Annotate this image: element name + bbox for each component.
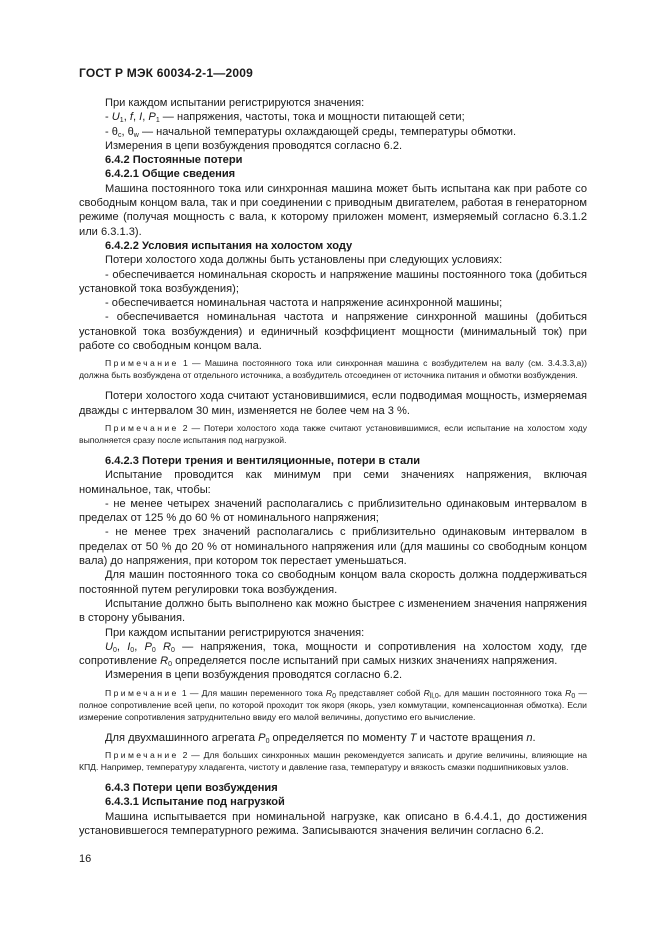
list-item: - обеспечивается номинальная скорость и напряжение машины постоянного тока (добиться установкой тока возбуждения); xyxy=(79,268,587,295)
paragraph: Машина постоянного тока или синхронная машина может быть испытана как при работе со свободным концом вала, так и при соединении с приводным двигателем, работая в генераторном режиме (получая мощность с вала, к которому приложен момент, измеряемый согласно 6.3.1.2 или 6.3.1.3). xyxy=(79,182,587,238)
paragraph: Машина испытывается при номинальной нагрузке, как описано в 6.4.4.1, до достижения установившегося температурного режима. Записываются значения величин согласно 6.2. xyxy=(79,810,587,837)
note: Примечание 1 — Для машин переменного тока $R_0$ представляет собой $R_{ll,0}$, для машин постоянного тока $R_0$ — полное сопротивление всей цепи, по которой проходит ток якоря (якорь, узел коммутации, компенсационная обмотка). Если измерение сопротивления затруднительно ввиду его малой величины, допустимо его вычисление. xyxy=(79,687,588,722)
paragraph: При каждом испытании регистрируются значения: xyxy=(105,626,365,639)
list-item: - не менее четырех значений располагались с приблизительно одинаковым интервалом в пределах от 125 % до 60 % от номинального напряжения; xyxy=(79,497,587,525)
paragraph: Испытание проводится как минимум при семи значениях напряжения, включая номинальное, так, чтобы: xyxy=(79,469,587,496)
paragraph: При каждом испытании регистрируются значения: xyxy=(105,97,365,109)
section-heading: 6.4.3 Потери цепи возбуждения xyxy=(105,781,278,794)
list-item: - не менее трех значений располагались с приблизительно одинаковым интервалом в пределах от 50 % до 20 % от номинального напряжения или (для машины со свободным концом вала) до напряжения, при котором ток перестает уменьшаться. xyxy=(79,526,587,568)
page-number: 16 xyxy=(79,853,92,865)
paragraph-temperatures: - $\theta_c$, $\theta_w$ — начальной температуры охлаждающей среды, температуры обмотки. xyxy=(105,125,517,139)
section-heading: 6.4.2 Постоянные потери xyxy=(105,154,243,167)
subsection-heading: 6.4.3.1 Испытание под нагрузкой xyxy=(105,796,285,809)
paragraph-noload-values: $U_0$, $I_0$, $P_0$ $R_0$ — напряжения, тока, мощности и сопротивления на холостом ходу, где сопротивление $R_0$ определяется после испытаний при самых низких значениях напряжения. xyxy=(79,640,587,669)
subsection-heading: 6.4.2.2 Условия испытания на холостом ходу xyxy=(105,239,353,252)
page-body xyxy=(79,96,587,838)
paragraph: Потери холостого хода должны быть установлены при следующих условиях: xyxy=(105,254,503,267)
paragraph-two-machine: Для двухмашинного агрегата $P_0$ определяется по моменту T и частоте вращения n. xyxy=(105,731,536,745)
list-item: - обеспечивается номинальная частота и напряжение синхронной машины (добиться установкой тока возбуждения) и единичный коэффициент мощности (минимальный ток) при работе со свободным концом вала. xyxy=(79,311,587,353)
subsection-heading: 6.4.2.3 Потери трения и вентиляционные, потери в стали xyxy=(105,454,421,467)
paragraph: Измерения в цепи возбуждения проводятся согласно 6.2. xyxy=(105,139,403,152)
note: Примечание 2 — Для больших синхронных машин рекомендуется записать и другие величины, влияющие на КПД. Например, температуру хладагента, чистоту и давление газа, температуру и вязкость смазки подшипниковых узлов. xyxy=(79,749,587,772)
note: Примечание 2 — Потери холостого хода также считают установившимися, если испытание на холостом ходу выполняется сразу после испытания под нагрузкой. xyxy=(79,422,587,445)
subsection-heading: 6.4.2.1 Общие сведения xyxy=(105,168,236,181)
paragraph: Испытание должно быть выполнено как можно быстрее с изменением значения напряжения в сторону убывания. xyxy=(79,597,587,625)
paragraph: Потери холостого хода считают установившимися, если подводимая мощность, измеряемая дважды с интервалом 30 мин, изменяется не более чем на 3 %. xyxy=(79,390,587,417)
paragraph: Для машин постоянного тока со свободным концом вала скорость должна поддерживаться постоянной путем регулировки тока возбуждения. xyxy=(79,569,587,596)
paragraph: Измерения в цепи возбуждения проводятся согласно 6.2. xyxy=(105,669,403,682)
list-item: - обеспечивается номинальная частота и напряжение асинхронной машины; xyxy=(105,297,503,310)
note: Примечание 1 — Машина постоянного тока или синхронная машина с возбудителем на валу (см. 3.4.3.3,а)) должна быть возбуждена от отдельного источника, а возбудитель отсоединен от источника питания и обмотки возбуждения. xyxy=(79,358,587,381)
paragraph-variables: - $U_1$, f, I, $P_1$ — напряжения, частоты, тока и мощности питающей сети; xyxy=(105,111,465,125)
page-header: ГОСТ Р МЭК 60034-2-1—2009 xyxy=(79,66,253,80)
